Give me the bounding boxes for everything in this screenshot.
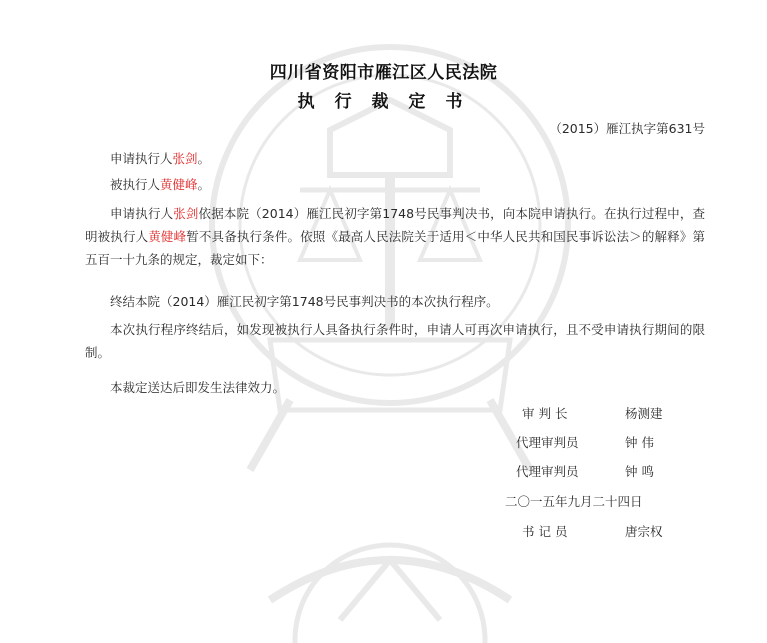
case-number: （2015）雁江执字第631号 bbox=[549, 121, 705, 136]
ruling-date: 二〇一五年九月二十四日 bbox=[505, 494, 643, 509]
applicant-end: 。 bbox=[197, 151, 211, 166]
respondent-name: 黄健峰 bbox=[160, 177, 198, 192]
p1-text-b: 依据本院（2014）雁江民初字第1748号民事判决书，向本院申请执行。在执行过程中，查明被执行人 bbox=[85, 206, 705, 244]
respondent-label: 被执行人 bbox=[110, 177, 161, 192]
p1-applicant-name: 张剑 bbox=[173, 206, 199, 221]
respondent-line bbox=[85, 173, 705, 196]
applicant-label: 申请执行人 bbox=[110, 151, 173, 166]
p1-text-a: 申请执行人 bbox=[110, 206, 174, 221]
body-paragraph-2: 终结本院（2014）雁江民初字第1748号民事判决书的本次执行程序。 bbox=[110, 294, 499, 309]
p1-respondent-name: 黄健峰 bbox=[148, 229, 187, 244]
body-paragraph-1 bbox=[85, 202, 705, 271]
acting-judge-1-role: 代理审判员 bbox=[516, 435, 579, 450]
court-name: 四川省资阳市雁江区人民法院 bbox=[269, 63, 498, 83]
body-paragraph-4: 本裁定送达后即发生法律效力。 bbox=[110, 380, 286, 395]
p1-text-c: 暂不具备执行条件。依照《最高人民法院关于适用＜中华人民共和国民事诉讼法＞的解释》第五百一十九条的规定，裁定如下： bbox=[85, 229, 705, 267]
chief-judge-name: 杨测建 bbox=[625, 406, 663, 421]
acting-judge-2-name: 钟 鸣 bbox=[625, 464, 654, 479]
clerk-role: 书 记 员 bbox=[522, 524, 568, 539]
applicant-name: 张剑 bbox=[172, 151, 198, 166]
body-paragraph-3: 本次执行程序终结后，如发现被执行人具备执行条件时，申请人可再次申请执行，且不受申请执行期间的限制。 bbox=[85, 322, 705, 360]
acting-judge-1-name: 钟 伟 bbox=[625, 435, 654, 450]
chief-judge-role: 审 判 长 bbox=[522, 406, 568, 421]
document-title: 执 行 裁 定 书 bbox=[297, 92, 470, 112]
clerk-name: 唐宗权 bbox=[625, 524, 663, 539]
applicant-line bbox=[85, 147, 705, 170]
respondent-end: 。 bbox=[197, 177, 211, 192]
acting-judge-2-role: 代理审判员 bbox=[516, 464, 579, 479]
